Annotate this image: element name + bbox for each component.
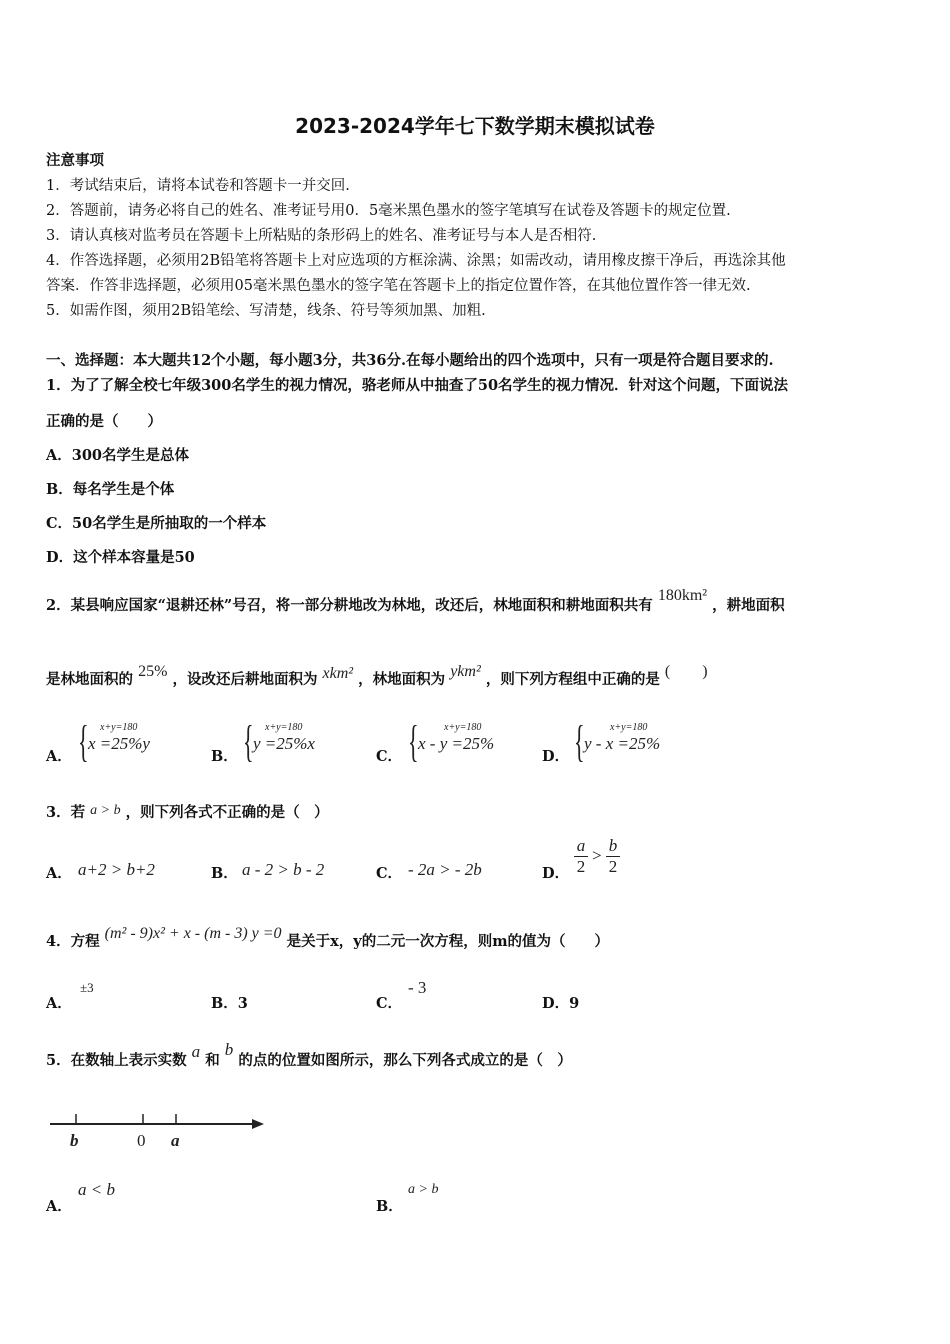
q2-paren: ( ) [664,663,708,680]
notice-item: 4．作答选择题，必须用2B铅笔将答题卡上对应选项的方框涂满、涂黑；如需改动，请用橡皮擦干净后，再选涂其他 [46,253,786,269]
q3-text: 3．若 [46,804,86,821]
q3-option-d-fraction-left [574,836,588,877]
q3-option-a-label: A． [46,865,72,882]
q3-option-b-label: B． [211,865,238,882]
q5-text: 和 [205,1052,220,1069]
q4-option-c-expr: - 3 [408,978,427,997]
q2-text: ，设改还后耕地面积为 [172,671,318,688]
q3-option-c-label: C． [376,865,403,882]
q3-option-a-expr: a+2 > b+2 [78,860,155,879]
q4-option-a-expr: ±3 [80,980,94,995]
equation-top: x+y=180 [444,722,482,733]
notice-heading: 注意事项 [46,152,104,169]
question-2-stem-cont [46,663,708,690]
question-3-stem [46,803,329,824]
q2-math-percent: 25% [138,663,168,680]
q5-option-a-label: A． [46,1198,72,1215]
question-1-stem-cont: 正确的是（ ） [46,413,162,430]
q2-math-total: 180km² [657,587,708,604]
equation-top: x+y=180 [100,722,138,733]
question-1-stem: 1．为了了解全校七年级300名学生的视力情况，骆老师从中抽查了50名学生的视力情况．针对这个问题，下面说法 [46,377,789,394]
q3-option-d-fraction-right [606,836,620,877]
equation-bottom: y =25%x [253,734,315,753]
q2-text: 是林地面积的 [46,671,133,688]
notice-item: 3．请认真核对监考员在答题卡上所粘贴的条形码上的姓名、准考证号与本人是否相符. [46,228,597,244]
q2-math-y: ykm² [450,663,481,680]
q4-text: 4．方程 [46,933,100,950]
q4-text: 是关于x，y的二元一次方程，则m的值为（ ） [286,933,610,950]
brace-icon: { [408,717,419,766]
q2-math-x: xkm² [322,665,354,682]
question-4-stem [46,925,610,952]
denominator: 2 [574,856,588,877]
denominator: 2 [606,856,620,877]
q4-option-c-label: C． [376,995,403,1012]
question-2-stem [46,587,785,616]
axis-label-0: 0 [137,1131,146,1150]
q5-math-b: b [224,1040,234,1059]
q2-text: ，林地面积为 [358,671,446,688]
section-heading: 一、选择题：本大题共12个小题，每小题3分，共36分.在每小题给出的四个选项中，只有一项是符合题目要求的. [46,352,774,369]
equation-top: x+y=180 [610,722,648,733]
q1-option-d: D．这个样本容量是50 [46,549,195,566]
equation-bottom: x =25%y [88,734,150,753]
page-title: 2023-2024学年七下数学期末模拟试卷 [295,114,655,138]
q5-math-a: a [191,1042,201,1061]
q4-option-a-label: A． [46,995,72,1012]
notice-item: 答案．作答非选择题，必须用05毫米黑色墨水的签字笔在答题卡上的指定位置作答，在其他位置作答一律无效. [46,278,751,294]
number-line-figure [46,1110,276,1160]
q2-text: ，耕地面积 [712,597,785,614]
q2-text: 2．某县响应国家“退耕还林”号召，将一部分耕地改为林地，改还后，林地面积和耕地面积共有 [46,597,653,614]
q1-option-a: A．300名学生是总体 [46,447,190,464]
equation-bottom: x - y =25% [418,734,495,753]
brace-icon: { [243,717,254,766]
q3-option-d-label: D． [542,865,570,882]
q4-math-equation: (m² - 9)x² + x - (m - 3) y =0 [104,925,282,942]
q2-option-d-label: D． [542,748,570,765]
q3-option-d-op: > [592,846,602,865]
brace-icon: { [78,717,89,766]
axis-label-a: a [171,1131,180,1150]
arrow-right-icon [252,1119,264,1129]
q3-option-b-expr: a - 2 > b - 2 [242,860,325,879]
numerator: a [576,836,586,855]
numerator: b [608,836,618,855]
q2-option-c-label: C． [376,748,403,765]
equation-bottom: y - x =25% [584,734,661,753]
q2-option-a-label: A． [46,748,72,765]
q5-option-a-expr: a < b [78,1180,115,1199]
q3-option-c-expr: - 2a > - 2b [408,860,482,879]
q2-option-b-label: B． [211,748,238,765]
q1-option-b: B．每名学生是个体 [46,481,175,498]
q4-option-d-label: D．9 [542,995,580,1012]
notice-item: 2．答题前，请务必将自己的姓名、准考证号用0．5毫米黑色墨水的签字笔填写在试卷及答题卡的规定位置. [46,203,731,219]
q5-option-b-label: B． [376,1198,403,1215]
q5-text: 5．在数轴上表示实数 [46,1052,187,1069]
q1-option-c: C．50名学生是所抽取的一个样本 [46,515,267,532]
notice-item: 1．考试结束后，请将本试卷和答题卡一并交回. [46,178,350,194]
q2-text: ，则下列方程组中正确的是 [485,671,660,688]
q3-text: ，则下列各式不正确的是（ ） [125,804,329,821]
question-5-stem [46,1040,572,1071]
q5-text: 的点的位置如图所示，那么下列各式成立的是（ ） [238,1052,572,1069]
notice-item: 5．如需作图，须用2B铅笔绘、写清楚，线条、符号等须加黑、加粗. [46,303,486,319]
q3-math-condition: a > b [90,803,121,818]
q4-option-b-label: B．3 [211,995,248,1012]
equation-top: x+y=180 [265,722,303,733]
axis-label-b: b [70,1131,79,1150]
q5-option-b-expr: a > b [408,1182,439,1197]
brace-icon: { [574,717,585,766]
